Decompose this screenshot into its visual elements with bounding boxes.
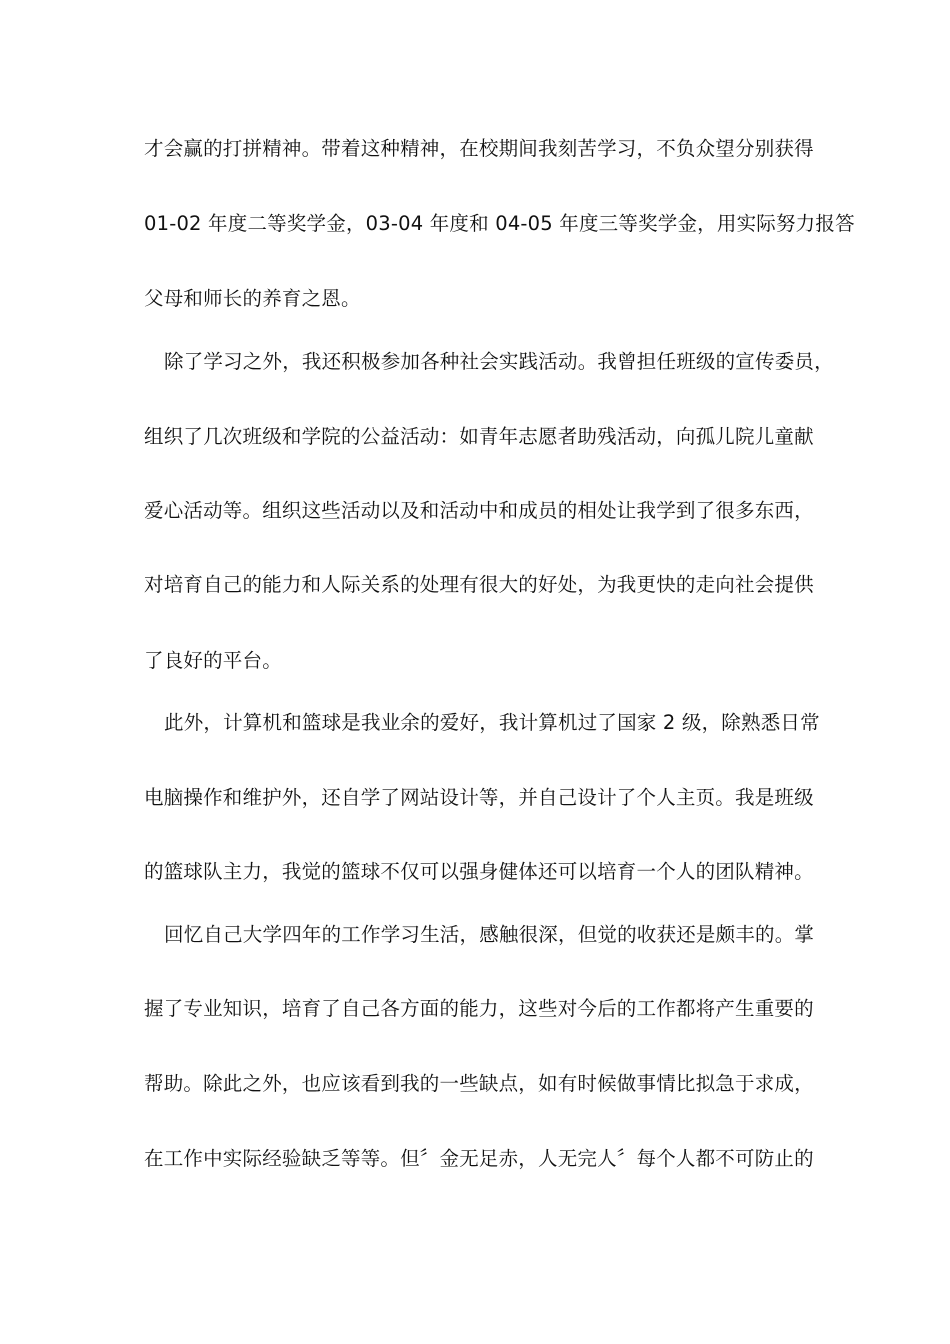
paragraph-first-line: 此外，计算机和篮球是我业余的爱好，我计算机过了国家 2 级，除熟悉日常	[164, 711, 820, 734]
text-line: 帮助。除此之外，也应该看到我的一些缺点，如有时候做事情比拟急于求成，	[144, 1072, 814, 1095]
text-line: 才会赢的打拼精神。带着这种精神，在校期间我刻苦学习，不负众望分别获得	[144, 137, 814, 160]
text-line: 了良好的平台。	[144, 649, 282, 672]
text-line: 握了专业知识，培育了自己各方面的能力，这些对今后的工作都将产生重要的	[144, 997, 814, 1020]
text-line: 01-02 年度二等奖学金，03-04 年度和 04-05 年度三等奖学金，用实际努力报答	[144, 212, 855, 235]
paragraph-first-line: 除了学习之外，我还积极参加各种社会实践活动。我曾担任班级的宣传委员，	[164, 350, 834, 373]
text-line: 的篮球队主力，我觉的篮球不仅可以强身健体还可以培育一个人的团队精神。	[144, 860, 814, 883]
text-line: 爱心活动等。组织这些活动以及和活动中和成员的相处让我学到了很多东西，	[144, 499, 814, 522]
paragraph-first-line: 回忆自己大学四年的工作学习生活，感触很深，但觉的收获还是颇丰的。掌	[164, 923, 815, 946]
text-line: 组织了几次班级和学院的公益活动：如青年志愿者助残活动，向孤儿院儿童献	[144, 425, 814, 448]
text-line: 父母和师长的养育之恩。	[144, 287, 361, 310]
text-line: 在工作中实际经验缺乏等等。但〞金无足赤，人无完人〞每个人都不可防止的	[144, 1147, 814, 1170]
text-line: 对培育自己的能力和人际关系的处理有很大的好处，为我更快的走向社会提供	[144, 573, 814, 596]
text-line: 电脑操作和维护外，还自学了网站设计等，并自己设计了个人主页。我是班级	[144, 786, 814, 809]
